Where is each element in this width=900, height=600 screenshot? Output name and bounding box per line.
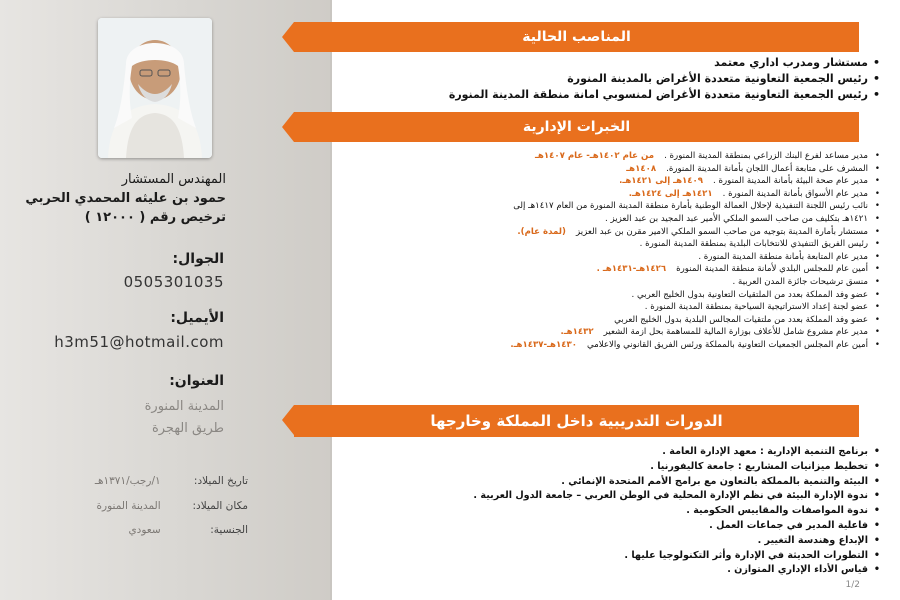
item-text: أمين عام للمجلس البلدي لأمانة منطقة المدينة المنورة bbox=[676, 264, 868, 275]
section-title-courses: الدورات التدريبية داخل المملكة وخارجها bbox=[430, 412, 723, 430]
item-text: عضو لجنة إعداد الاستراتيجية السياحية بمنطقة المدينة المنورة . bbox=[644, 302, 868, 313]
item-date: ١٤٢١هـ إلى ١٤٢٤هـ. bbox=[628, 188, 713, 199]
list-item bbox=[503, 251, 880, 264]
person-photo-icon bbox=[98, 18, 212, 158]
item-text: أمين عام المجلس الجمعيات التعاونية بالمملكة ورئس الفريق القانوني والاعلامي bbox=[586, 339, 868, 350]
list-item bbox=[503, 150, 880, 163]
list-item: • رئيس الجمعية التعاونية متعددة الأغراض لمنسوبي امانة منطقة المدينة المنورة bbox=[449, 87, 880, 103]
profile-sidebar bbox=[0, 0, 332, 600]
list-item bbox=[503, 188, 880, 201]
list-item bbox=[503, 238, 880, 251]
item-date: ١٤٣٠هـ-١٤٣٧هـ. bbox=[510, 339, 577, 350]
profile-photo bbox=[98, 18, 212, 158]
list-item bbox=[503, 175, 880, 188]
birth-date-value: ١/رجب/١٣٧١هـ bbox=[94, 475, 161, 487]
list-item: • مستشار ومدرب اداري معتمد bbox=[449, 55, 880, 71]
list-item: • رئيس الجمعية التعاونية متعددة الأغراض بالمدينة المنورة bbox=[449, 71, 880, 87]
address-line-2: طريق الهجرة bbox=[151, 421, 224, 436]
item-text: ١٤٢١هـ بتكليف من صاحب السمو الملكي الأمير عبد المجيد بن عبد العزيز . bbox=[605, 213, 868, 224]
item-text: مدير عام صحة البيئة بأمانة المدينة المنورة . bbox=[713, 176, 868, 187]
address-line-1: المدينة المنورة bbox=[144, 399, 224, 414]
resume-content bbox=[332, 0, 900, 600]
address-label: العنوان: bbox=[169, 373, 224, 389]
email-value[interactable]: h3m51@hotmail.com bbox=[54, 333, 224, 351]
list-item: • فاعلية المدير في جماعات العمل . bbox=[473, 519, 880, 534]
list-item bbox=[503, 200, 880, 213]
address-block bbox=[145, 396, 224, 440]
section-title-current: المناصب الحالية bbox=[522, 29, 631, 45]
item-text: رئيس الفريق التنفيذي للانتخابات البلدية بمنطقة المدينة المنورة . bbox=[639, 239, 868, 250]
item-date: ١٤٢٦هـ-١٤٣١هـ . bbox=[596, 264, 667, 275]
birth-place-row bbox=[14, 500, 248, 512]
list-item bbox=[503, 289, 880, 302]
item-text: مدير عام المتابعة بأمانة منطقة المدينة المنورة . bbox=[698, 251, 868, 262]
list-item bbox=[503, 226, 880, 239]
profile-title: المهندس المستشار bbox=[121, 172, 226, 187]
email-label: الأيميل: bbox=[170, 310, 224, 326]
birth-date-label: تاريخ الميلاد: bbox=[193, 475, 248, 487]
list-item: • البيئة والتنمية بالمملكة بالتعاون مع برامج الأمم المتحدة الإنمائي . bbox=[473, 475, 880, 490]
list-item: • ندوة المواصفات والمقاييس الحكومية . bbox=[473, 504, 880, 519]
list-item: • تخطيط ميزانيات المشاريع : جامعة كاليفورنيا . bbox=[473, 460, 880, 475]
item-text: عضو وفد المملكة بعدد من ملتقيات المجالس البلدية بدول الخليج العربي bbox=[614, 314, 868, 325]
item-text: مدير عام مشروع شامل للأعلاف بوزارة المالية للمساهمة بحل ازمة الشعير bbox=[603, 327, 868, 338]
list-item: • ندوة الإدارة البيئة في نظم الإدارة المحلية في الوطن العربي – جامعة الدول العربية . bbox=[473, 489, 880, 504]
profile-name-block bbox=[25, 170, 226, 227]
profile-license: ترخيص رقم ( ١٢٠٠٠ ) bbox=[84, 210, 226, 225]
page-indicator: 1/2 bbox=[845, 580, 860, 590]
birth-place-value: المدينة المنورة bbox=[96, 500, 161, 512]
list-item bbox=[503, 301, 880, 314]
profile-full-name: حمود بن عليثه المحمدي الحربي bbox=[25, 191, 226, 206]
item-date: من عام ١٤٠٢هـ- عام ١٤٠٧هـ bbox=[534, 151, 655, 161]
current-positions-list bbox=[449, 55, 880, 103]
item-date: ١٤٠٩هـ إلى ١٤٢١هـ. bbox=[619, 176, 704, 187]
list-item bbox=[503, 263, 880, 276]
list-item: • قياس الأداء الإداري المتوازن . bbox=[473, 563, 880, 578]
nationality-label: الجنسية: bbox=[210, 524, 248, 536]
item-text: مدير عام الأسواق بأمانة المدينة المنورة . bbox=[722, 188, 868, 199]
list-item: • برنامج التنمية الإدارية : معهد الإدارة العامة . bbox=[473, 445, 880, 460]
item-text: مستشار بأمارة المدينة بتوجيه من صاحب السمو الملكي الامير مقرن بن عبد العزيز bbox=[575, 226, 868, 237]
item-date: ١٤٠٨هـ bbox=[626, 163, 657, 174]
section-header-experience bbox=[294, 112, 859, 142]
list-item-continuation bbox=[503, 213, 880, 226]
item-date: (لمدة عام). bbox=[517, 226, 566, 237]
nationality-row bbox=[14, 524, 248, 536]
experience-list bbox=[503, 150, 880, 352]
list-item: • التطورات الحديثة في الإدارة وأثر التكنولوجيا عليها . bbox=[473, 549, 880, 564]
list-item bbox=[503, 163, 880, 176]
list-item bbox=[503, 326, 880, 339]
section-title-experience: الخبرات الإدارية bbox=[522, 119, 631, 135]
nationality-value: سعودي bbox=[128, 524, 161, 536]
item-text: المشرف على متابعة أعمال اللجان بأمانة المدينة المنورة. bbox=[666, 163, 868, 174]
list-item bbox=[503, 339, 880, 352]
birth-date-row bbox=[14, 475, 248, 487]
section-header-courses bbox=[294, 405, 859, 437]
item-text: منسق ترشيحات جائزة المدن العربية . bbox=[732, 276, 868, 287]
item-text: نائب رئيس اللجنة التنفيذية لإحلال العمالة الوطنية بأمارة منطقة المدينة المنورة من العام ١٤١٧هـ إلى bbox=[513, 201, 868, 212]
section-header-current bbox=[294, 22, 859, 52]
list-item bbox=[503, 314, 880, 327]
courses-list bbox=[473, 445, 880, 578]
item-text: عضو وفد المملكة بعدد من الملتقيات التعاونية بدول الخليج العربي . bbox=[631, 289, 868, 300]
birth-place-label: مكان الميلاد: bbox=[192, 500, 248, 512]
item-text: مدير مساعد لفرع البنك الزراعي بمنطقة المدينة المنورة . bbox=[664, 151, 868, 161]
mobile-value: 0505301035 bbox=[123, 273, 224, 291]
list-item: • الإبداع وهندسة التغيير . bbox=[473, 534, 880, 549]
item-date: ١٤٣٢هـ. bbox=[560, 327, 594, 338]
list-item bbox=[503, 276, 880, 289]
mobile-label: الجوال: bbox=[172, 251, 224, 267]
